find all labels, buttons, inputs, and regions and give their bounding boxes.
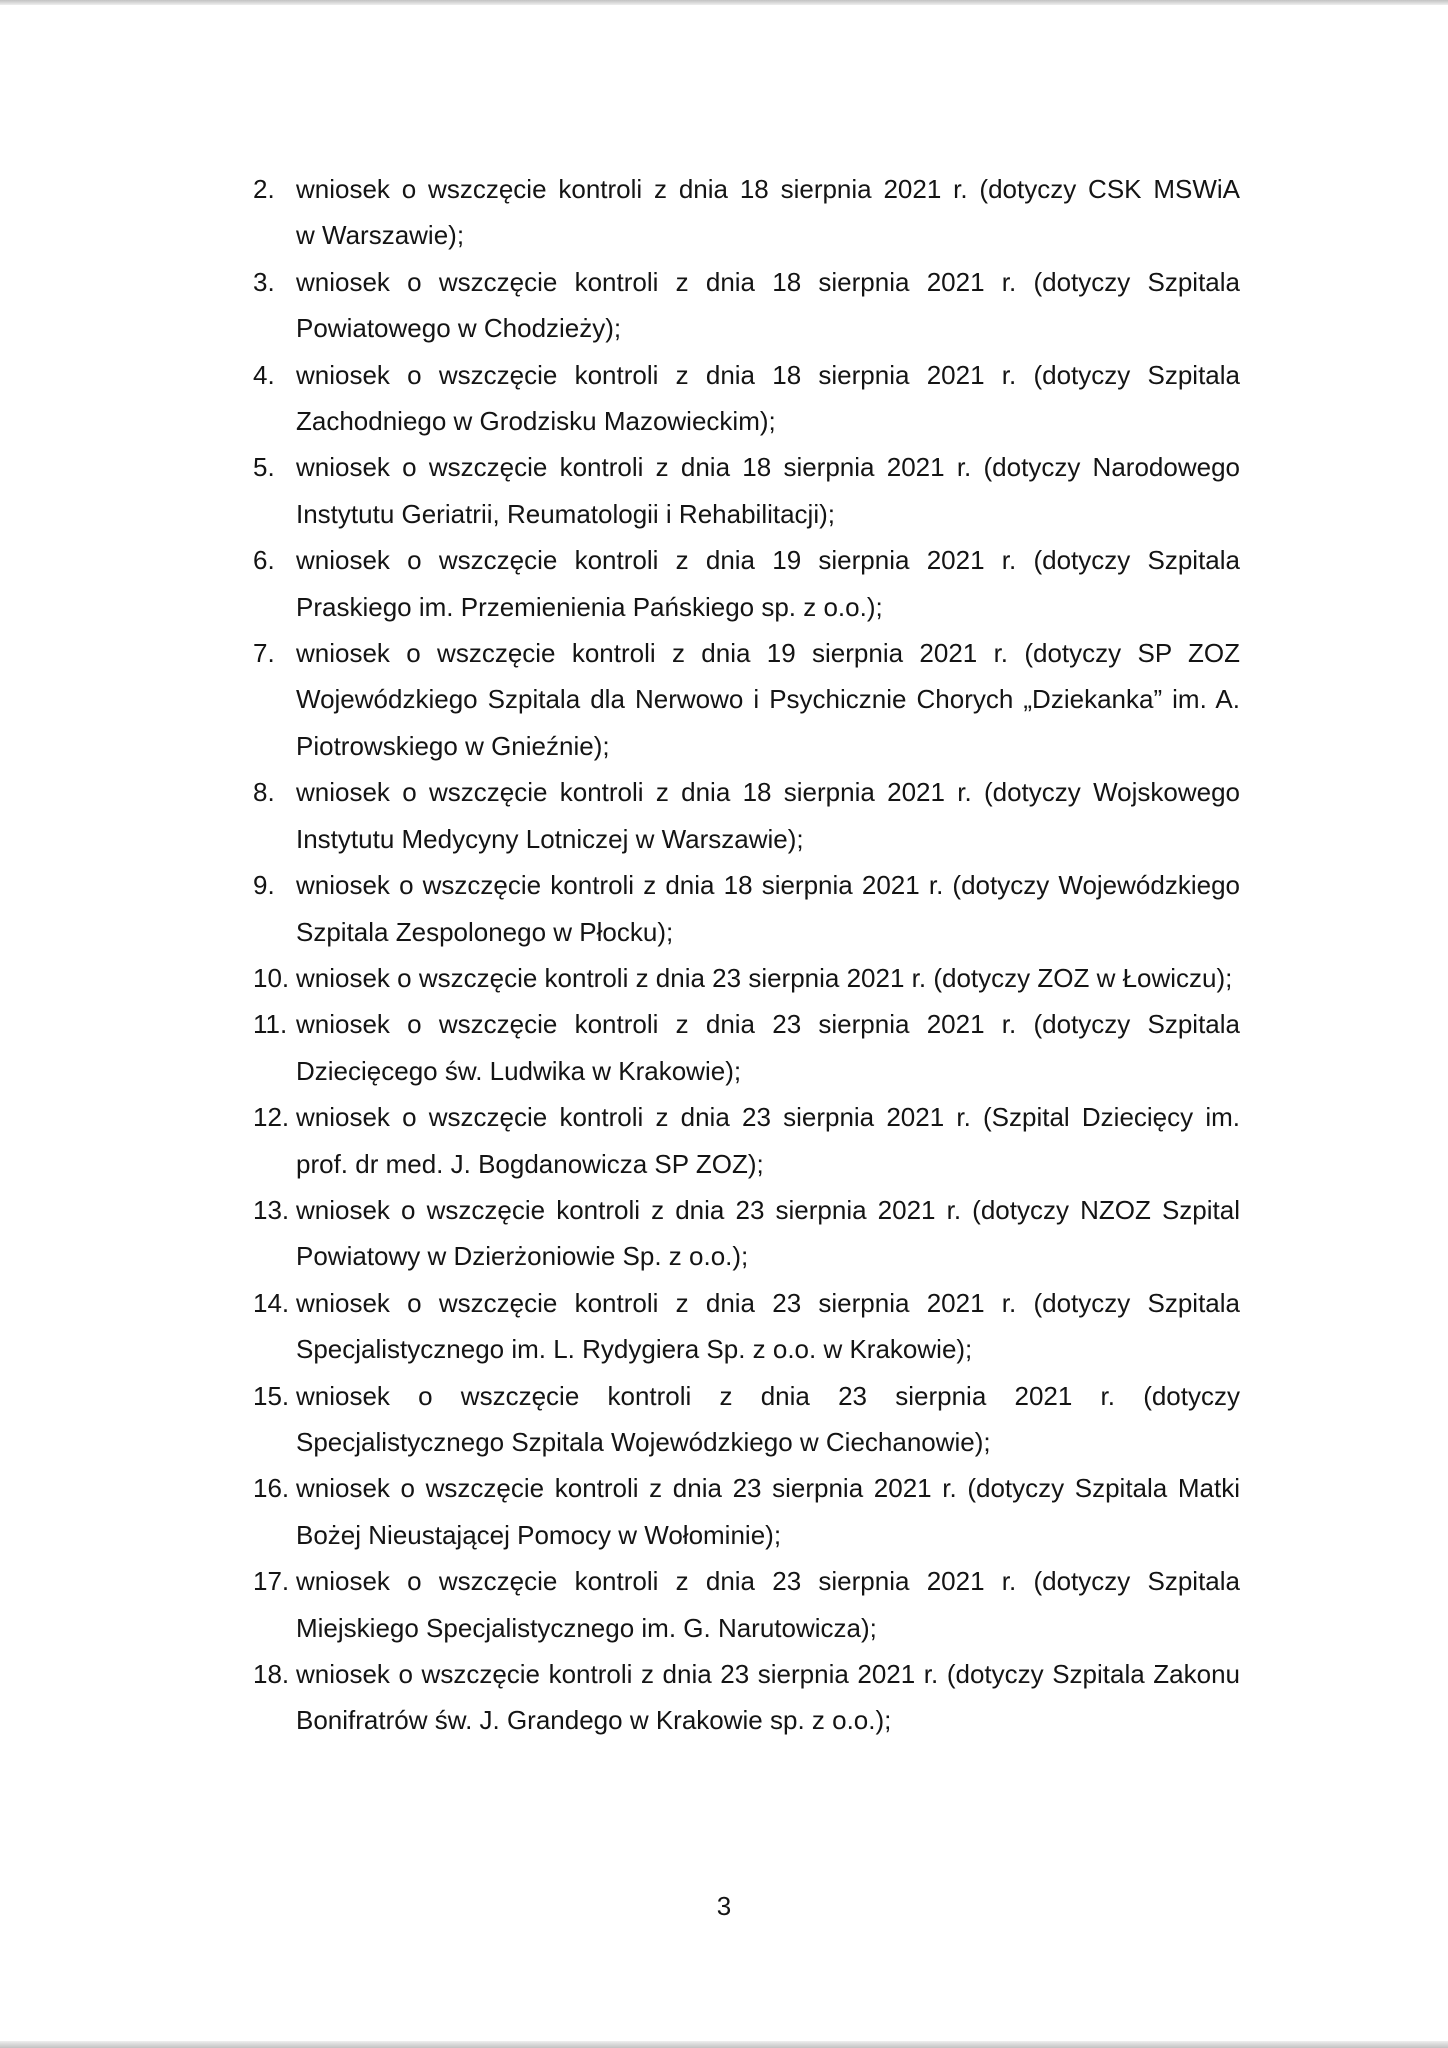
list-item-number: 13. [253,1194,290,1225]
list-item-line: wniosek o wszczęcie kontroli z dnia 19 sierpnia 2021 r. (dotyczy SP ZOZ [296,638,1240,669]
list-item-number: 8. [253,777,275,808]
list-item-line: w Warszawie); [296,220,465,251]
list-item [253,955,1240,1001]
list-item [253,1001,1240,1094]
list-item-line: Specjalistycznego Szpitala Wojewódzkiego w Ciechanowie); [296,1426,991,1457]
list-item-line: Miejskiego Specjalistycznego im. G. Narutowicza); [296,1612,877,1643]
list-item-number: 15. [253,1380,290,1411]
list-item [253,166,1240,259]
list-item-number: 18. [253,1659,290,1689]
list-item-line: wniosek o wszczęcie kontroli z dnia 23 sierpnia 2021 r. (dotyczy Szpitala Matki [296,1473,1240,1504]
list-item [253,769,1240,862]
list-item-line: wniosek o wszczęcie kontroli z dnia 23 sierpnia 2021 r. (dotyczy Szpitala Zakonu [296,1659,1240,1689]
list-item-line: wniosek o wszczęcie kontroli z dnia 23 sierpnia 2021 r. (dotyczy Szpitala [296,1009,1240,1040]
list-item-line: wniosek o wszczęcie kontroli z dnia 23 sierpnia 2021 r. (dotyczy [296,1380,1240,1411]
scan-artifact-top [0,0,1448,5]
list-item [253,1094,1240,1187]
list-item [253,1651,1240,1744]
list-item-line: prof. dr med. J. Bogdanowicza SP ZOZ); [296,1148,764,1179]
list-item-line: Instytutu Medycyny Lotniczej w Warszawie); [296,823,804,854]
list-item-number: 11. [253,1009,288,1040]
list-item-line: Powiatowy w Dzierżoniowie Sp. z o.o.); [296,1241,749,1272]
list-item-line: wniosek o wszczęcie kontroli z dnia 18 sierpnia 2021 r. (dotyczy Szpitala [296,266,1240,297]
list-item-line: wniosek o wszczęcie kontroli z dnia 23 sierpnia 2021 r. (dotyczy NZOZ Szpital [296,1194,1240,1225]
list-item-number: 16. [253,1473,290,1504]
list-item [253,1558,1240,1651]
list-item-number: 17. [253,1566,290,1597]
list-item-line: Piotrowskiego w Gnieźnie); [296,730,610,761]
list-item [253,444,1240,537]
list-item-line: Zachodniego w Grodzisku Mazowieckim); [296,406,776,437]
list-item-line: wniosek o wszczęcie kontroli z dnia 23 sierpnia 2021 r. (Szpital Dziecięcy im. [296,1102,1240,1133]
list-item-number: 4. [253,359,275,390]
page-number: 3 [716,1891,732,1921]
list-item [253,630,1240,769]
list-item [253,862,1240,955]
list-item-line: wniosek o wszczęcie kontroli z dnia 23 sierpnia 2021 r. (dotyczy Szpitala [296,1566,1240,1597]
list-item-line: Powiatowego w Chodzieży); [296,313,622,344]
list-item-line: wniosek o wszczęcie kontroli z dnia 18 sierpnia 2021 r. (dotyczy Wojskowego [296,777,1240,808]
list-item-line: Dziecięcego św. Ludwika w Krakowie); [296,1055,742,1086]
list-item-line: Szpitala Zespolonego w Płocku); [296,916,674,947]
list-item-line: Wojewódzkiego Szpitala dla Nerwowo i Psychicznie Chorych „Dziekanka” im. A. [296,684,1240,715]
list-item-number: 6. [253,545,275,576]
list-item-line: wniosek o wszczęcie kontroli z dnia 23 sierpnia 2021 r. (dotyczy ZOZ w Łowiczu); [296,962,1233,993]
list-item-line: wniosek o wszczęcie kontroli z dnia 18 sierpnia 2021 r. (dotyczy Narodowego [296,452,1240,483]
list-item-line: wniosek o wszczęcie kontroli z dnia 23 sierpnia 2021 r. (dotyczy Szpitala [296,1287,1240,1318]
list-item-number: 3. [253,266,275,297]
list-item-line: Instytutu Geriatrii, Reumatologii i Rehabilitacji); [296,498,835,529]
list-item-number: 14. [253,1287,290,1318]
list-item-number: 10. [253,962,290,993]
list-item [253,1280,1240,1373]
list-item-line: wniosek o wszczęcie kontroli z dnia 18 sierpnia 2021 r. (dotyczy CSK MSWiA [296,174,1240,204]
list-item-line: wniosek o wszczęcie kontroli z dnia 18 sierpnia 2021 r. (dotyczy Wojewódzkiego [296,870,1240,901]
list-item [253,259,1240,352]
list-item-number: 5. [253,452,275,483]
list-item [253,352,1240,445]
list-item-line: Specjalistycznego im. L. Rydygiera Sp. z o.o. w Krakowie); [296,1334,973,1365]
list-item-number: 9. [253,870,275,901]
list-item-line: wniosek o wszczęcie kontroli z dnia 18 sierpnia 2021 r. (dotyczy Szpitala [296,359,1240,390]
list-item [253,1187,1240,1280]
list-item [253,1373,1240,1466]
list-item-line: Bonifratrów św. J. Grandego w Krakowie sp. z o.o.); [296,1705,892,1736]
list-item-line: Bożej Nieustającej Pomocy w Wołominie); [296,1519,782,1550]
control-requests-list [253,166,1240,1744]
list-item-number: 7. [253,638,275,669]
list-item-line: Praskiego im. Przemienienia Pańskiego sp. z o.o.); [296,591,883,622]
list-item-number: 2. [253,174,275,204]
list-item [253,1465,1240,1558]
scan-artifact-bottom [0,2041,1448,2048]
list-item-line: wniosek o wszczęcie kontroli z dnia 19 sierpnia 2021 r. (dotyczy Szpitala [296,545,1240,576]
list-item-number: 12. [253,1102,290,1133]
list-item [253,537,1240,630]
